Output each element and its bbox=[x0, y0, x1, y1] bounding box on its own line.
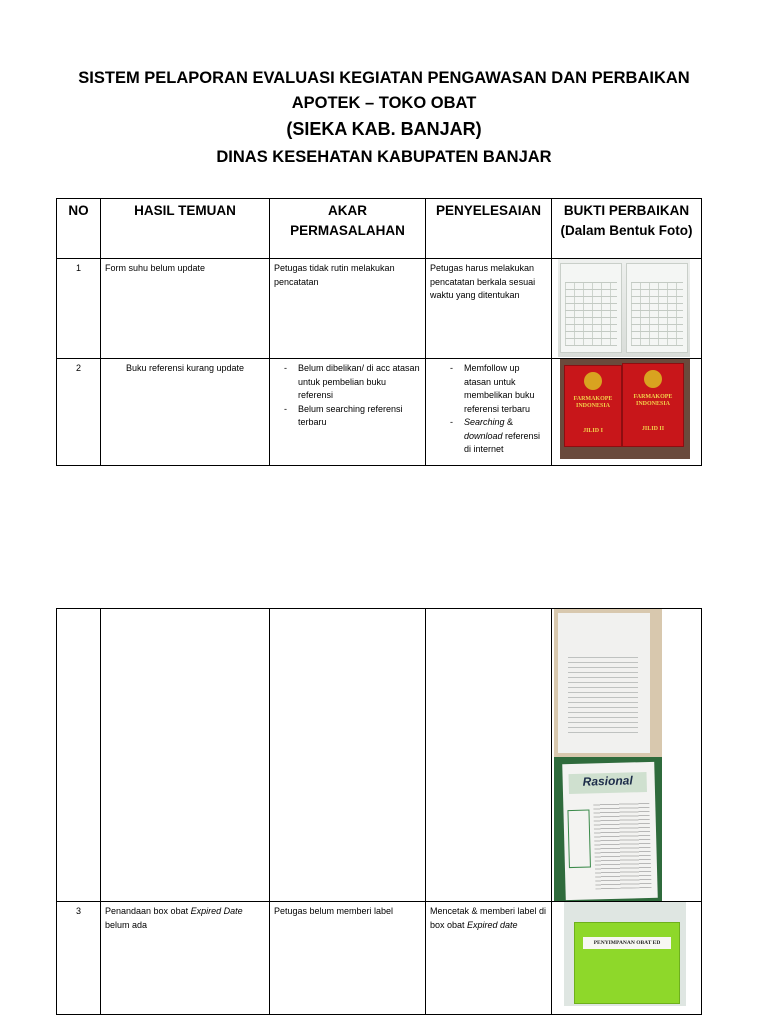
magazine-photo bbox=[554, 757, 662, 902]
row-penyelesaian: Petugas harus melakukan pencatatan berkala sesuai waktu yang ditentukan bbox=[426, 259, 552, 359]
form-sheet-right bbox=[626, 263, 688, 353]
row-hasil-temuan: Buku referensi kurang update bbox=[101, 359, 270, 466]
empty-cell bbox=[101, 609, 270, 902]
book-volume: JILID I bbox=[583, 428, 603, 434]
penyelesaian-list bbox=[430, 362, 547, 457]
row-no: 2 bbox=[57, 359, 101, 466]
akar-list bbox=[274, 362, 421, 430]
header-akar-permasalahan: AKAR PERMASALAHAN bbox=[270, 199, 426, 259]
book-title: FARMAKOPE INDONESIA bbox=[633, 394, 673, 407]
text-rest: referensi di internet bbox=[464, 430, 541, 454]
row-bukti-photo-cell bbox=[552, 609, 702, 902]
row-hasil-temuan: Form suhu belum update bbox=[101, 259, 270, 359]
book-volume: JILID II bbox=[641, 426, 665, 432]
title-line-3: (SIEKA KAB. BANJAR) bbox=[286, 119, 482, 139]
list-item: - Memfollow up atasan untuk membelikan buku referensi terbaru bbox=[464, 362, 547, 416]
list-item: - Belum dibelikan/ di acc atasan untuk pembelian buku referensi bbox=[298, 362, 421, 403]
row-bukti-photo-cell bbox=[552, 259, 702, 359]
findings-table-continued bbox=[56, 608, 702, 1015]
table-row bbox=[57, 359, 702, 466]
table-row bbox=[57, 259, 702, 359]
header-no: NO bbox=[57, 199, 101, 259]
list-item: - Belum searching referensi terbaru bbox=[298, 403, 421, 430]
box-label: PENYIMPANAN OBAT ED bbox=[583, 937, 671, 949]
list-item bbox=[464, 416, 547, 457]
row-akar-permasalahan bbox=[270, 359, 426, 466]
row-bukti-photo-cell bbox=[552, 902, 702, 1015]
row-penyelesaian: Mencetak & memberi label di box obat Expired date bbox=[426, 902, 552, 1015]
row-akar-permasalahan: Petugas tidak rutin melakukan pencatatan bbox=[270, 259, 426, 359]
table-row bbox=[57, 902, 702, 1015]
text-and: & bbox=[504, 417, 514, 427]
reference-books-photo bbox=[560, 359, 690, 459]
title-line-4: DINAS KESEHATAN KABUPATEN BANJAR bbox=[216, 148, 552, 166]
empty-cell bbox=[270, 609, 426, 902]
findings-table bbox=[56, 198, 702, 466]
book-title: FARMAKOPE INDONESIA bbox=[573, 396, 613, 409]
row-no: 3 bbox=[57, 902, 101, 1015]
header-penyelesaian: PENYELESAIAN bbox=[426, 199, 552, 259]
emphasis-expired-date: Expired Date bbox=[190, 906, 243, 916]
title-line-1: SISTEM PELAPORAN EVALUASI KEGIATAN PENGAWASAN DAN PERBAIKAN bbox=[78, 69, 690, 87]
document-title-block bbox=[0, 66, 768, 170]
empty-cell bbox=[426, 609, 552, 902]
magazine-title: Rasional bbox=[582, 773, 633, 789]
header-bukti-perbaikan: BUKTI PERBAIKAN (Dalam Bentuk Foto) bbox=[552, 199, 702, 259]
header-row bbox=[57, 199, 702, 259]
book-jilid-1 bbox=[564, 365, 622, 447]
empty-cell bbox=[57, 609, 101, 902]
row-bukti-photo-cell bbox=[552, 359, 702, 466]
table-row bbox=[57, 609, 702, 902]
emphasis-expired-date: Expired date bbox=[467, 919, 518, 930]
title-line-2: APOTEK – TOKO OBAT bbox=[291, 94, 477, 112]
book-jilid-2 bbox=[622, 363, 684, 447]
row-akar-permasalahan: Petugas belum memberi label bbox=[270, 902, 426, 1015]
temperature-form-photo bbox=[558, 259, 690, 357]
row-no: 1 bbox=[57, 259, 101, 359]
form-sheet-left bbox=[560, 263, 622, 353]
expired-box-photo bbox=[564, 902, 686, 1006]
row-penyelesaian bbox=[426, 359, 552, 466]
header-hasil-temuan: HASIL TEMUAN bbox=[101, 199, 270, 259]
emphasis-download: download bbox=[464, 430, 503, 441]
row-hasil-temuan: Penandaan box obat Expired Date belum ada bbox=[101, 902, 270, 1015]
document-photo bbox=[554, 609, 662, 757]
emphasis-searching: Searching bbox=[464, 417, 505, 427]
